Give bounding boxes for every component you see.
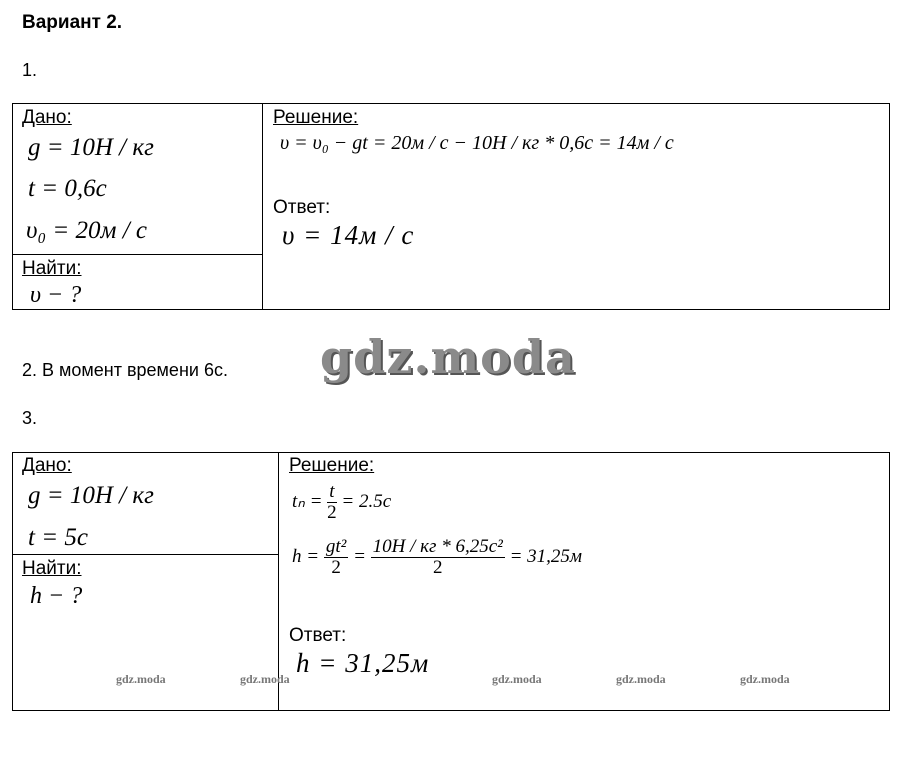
- eq2-denominator-1: 2: [331, 556, 341, 578]
- eq1-fraction: [327, 482, 337, 523]
- problem-3-given-t: t = 5с: [28, 524, 88, 551]
- problem-3-eq2: [292, 537, 582, 578]
- problem-1-given-v0: υ₀ = 20м / с: [26, 217, 148, 244]
- eq1-lhs: tₙ =: [292, 490, 323, 512]
- page-title: Вариант 2.: [22, 12, 123, 33]
- problem-1-find-label: Найти:: [22, 258, 82, 279]
- problem-1-given-divider: [12, 254, 263, 255]
- watermark-small-1: gdz.moda: [116, 672, 166, 686]
- problem-3-number: 3.: [22, 408, 38, 428]
- watermark-logo: gdz.moda: [320, 330, 576, 384]
- problem-3-eq1: [292, 482, 391, 523]
- problem-3-answer: h = 31,25м: [296, 648, 430, 678]
- problem-3-solution-label: Решение:: [289, 455, 375, 476]
- problem-2-text: 2. В момент времени 6с.: [22, 360, 228, 380]
- problem-1-answer: υ = 14м / с: [282, 220, 415, 250]
- eq1-denominator: 2: [327, 501, 337, 523]
- problem-1-given-g: g = 10Н / кг: [28, 134, 154, 161]
- eq2-denominator-2: 2: [432, 556, 443, 578]
- problem-3-find: h − ?: [30, 583, 83, 609]
- problem-1-solution: υ = υ₀ − gt = 20м / с − 10Н / кг * 0,6с = 14м / с: [280, 132, 674, 154]
- eq2-equals: =: [353, 545, 366, 567]
- problem-3-given-g: g = 10Н / кг: [28, 482, 154, 509]
- problem-1-divider: [262, 103, 263, 310]
- watermark-small-3: gdz.moda: [492, 672, 542, 686]
- watermark-small-5: gdz.moda: [740, 672, 790, 686]
- eq1-rhs: = 2.5с: [341, 490, 392, 512]
- eq1-numerator: t: [327, 482, 337, 503]
- problem-1-number: 1.: [22, 60, 38, 80]
- eq2-numerator-1: gt²: [325, 536, 347, 557]
- eq2-fraction-1: [324, 537, 348, 578]
- problem-1-find: υ − ?: [30, 282, 82, 308]
- problem-3-given-divider: [12, 554, 279, 555]
- eq2-rhs: = 31,25м: [509, 545, 583, 567]
- problem-1-given-t: t = 0,6с: [28, 175, 107, 202]
- problem-3-answer-label: Ответ:: [289, 625, 347, 646]
- problem-1-answer-label: Ответ:: [273, 197, 331, 218]
- problem-3-given-label: Дано:: [22, 455, 72, 476]
- watermark-small-2: gdz.moda: [240, 672, 290, 686]
- eq2-numerator-2: 10Н / кг * 6,25с²: [372, 536, 503, 557]
- problem-1-solution-label: Решение:: [273, 107, 359, 128]
- watermark-small-4: gdz.moda: [616, 672, 666, 686]
- eq2-lhs: h =: [292, 545, 320, 567]
- problem-3-find-label: Найти:: [22, 558, 82, 579]
- problem-1-given-label: Дано:: [22, 107, 72, 128]
- eq2-fraction-2: [371, 537, 505, 578]
